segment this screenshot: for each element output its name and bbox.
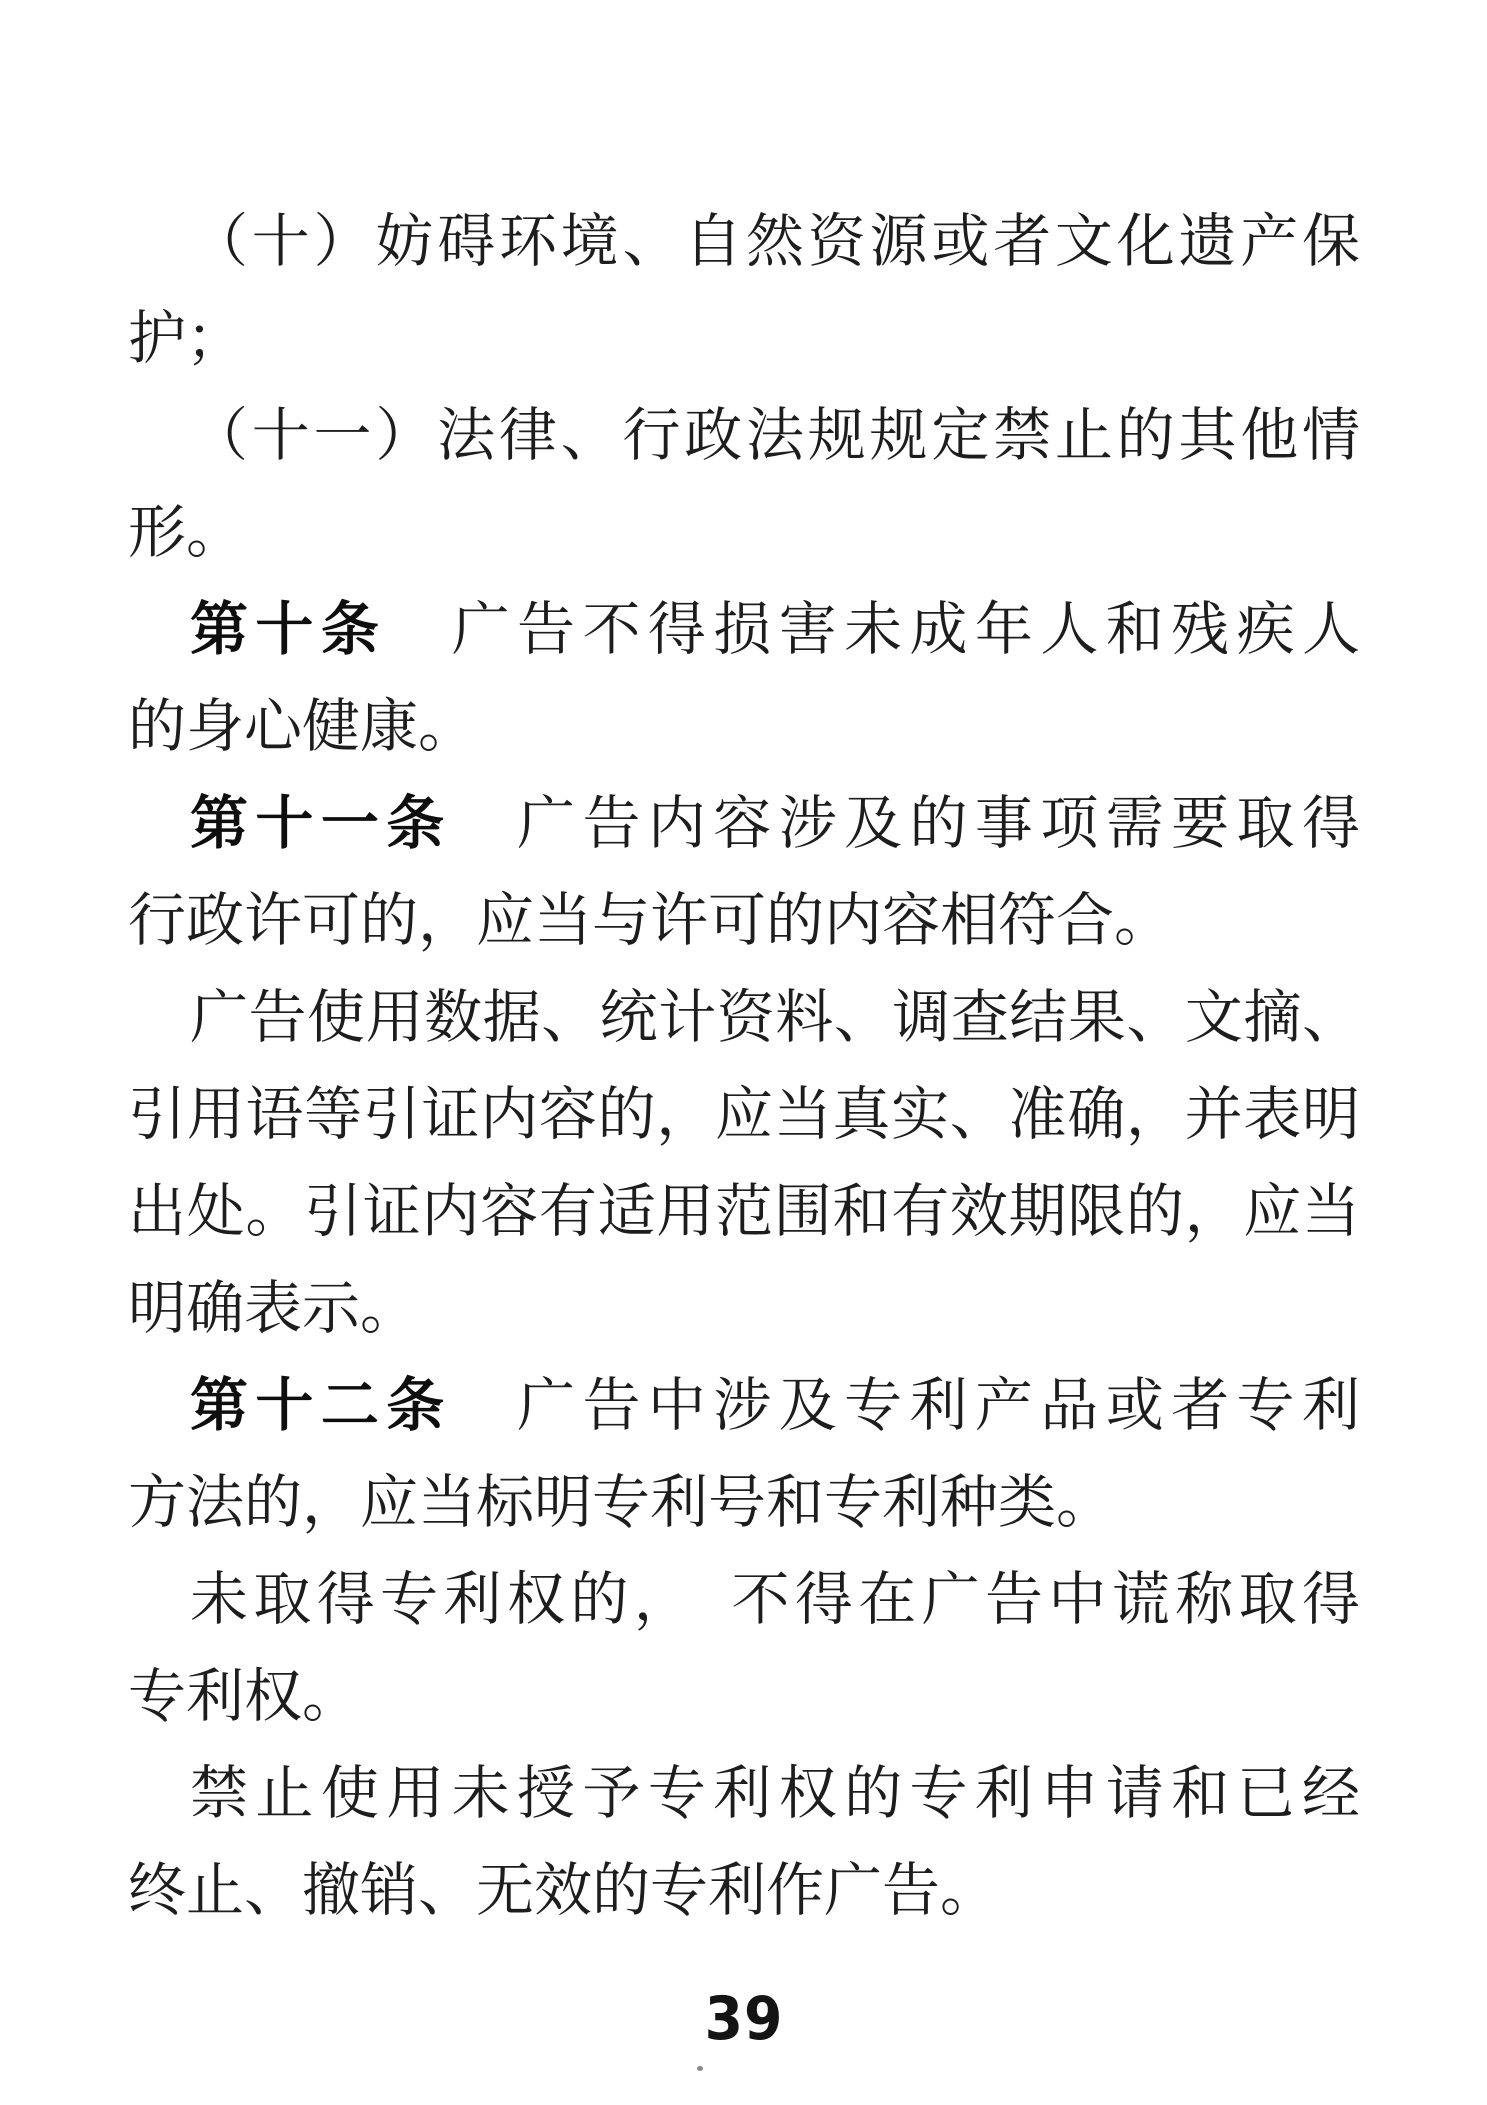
- text-line: [128, 1648, 1360, 1745]
- text-segment: 形。: [128, 498, 245, 566]
- text-line: [128, 1066, 1360, 1163]
- text-line: [128, 484, 1360, 581]
- text-segment: 护；: [128, 304, 245, 372]
- text-line: [128, 678, 1360, 775]
- scan-speck: [697, 2066, 703, 2071]
- text-line: [128, 1551, 1360, 1648]
- text-line: [128, 872, 1360, 969]
- text-segment: 出处。引证内容有适用范围和有效期限的，应当: [128, 1177, 1360, 1245]
- text-line: [128, 1260, 1360, 1357]
- article-number: 第十二条: [190, 1371, 452, 1439]
- text-segment: （十一）法律、行政法规规定禁止的其他情: [190, 401, 1360, 469]
- text-line: [128, 1357, 1360, 1454]
- text-line: [128, 969, 1360, 1066]
- text-line: [128, 775, 1360, 872]
- body-text: [128, 193, 1360, 1939]
- page-number: 39: [704, 1984, 784, 2054]
- text-segment: 行政许可的，应当与许可的内容相符合。: [128, 886, 1173, 954]
- text-segment: 广告内容涉及的事项需要取得: [451, 789, 1360, 857]
- text-segment: 方法的，应当标明专利号和专利种类。: [128, 1468, 1115, 1536]
- text-segment: （十）妨碍环境、自然资源或者文化遗产保: [190, 207, 1360, 275]
- text-line: [128, 1163, 1360, 1260]
- text-segment: 广告不得损害未成年人和残疾人: [386, 595, 1360, 663]
- text-segment: 广告中涉及专利产品或者专利: [451, 1371, 1360, 1439]
- text-line: [128, 1842, 1360, 1939]
- text-segment: 未取得专利权的， 不得在广告中谎称取得: [190, 1565, 1360, 1633]
- text-line: [128, 290, 1360, 387]
- text-segment: 广告使用数据、统计资料、调查结果、文摘、: [190, 983, 1360, 1051]
- text-line: [128, 387, 1360, 484]
- text-line: [128, 193, 1360, 290]
- article-number: 第十条: [190, 595, 387, 663]
- text-segment: 终止、撤销、无效的专利作广告。: [128, 1856, 999, 1924]
- text-line: [128, 581, 1360, 678]
- text-segment: 的身心健康。: [128, 692, 477, 760]
- text-line: [128, 1745, 1360, 1842]
- article-number: 第十一条: [190, 789, 452, 857]
- text-line: [128, 1454, 1360, 1551]
- text-segment: 禁止使用未授予专利权的专利申请和已经: [190, 1759, 1360, 1827]
- text-segment: 专利权。: [128, 1662, 361, 1730]
- text-segment: 明确表示。: [128, 1274, 419, 1342]
- text-segment: 引用语等引证内容的，应当真实、准确，并表明: [128, 1080, 1360, 1148]
